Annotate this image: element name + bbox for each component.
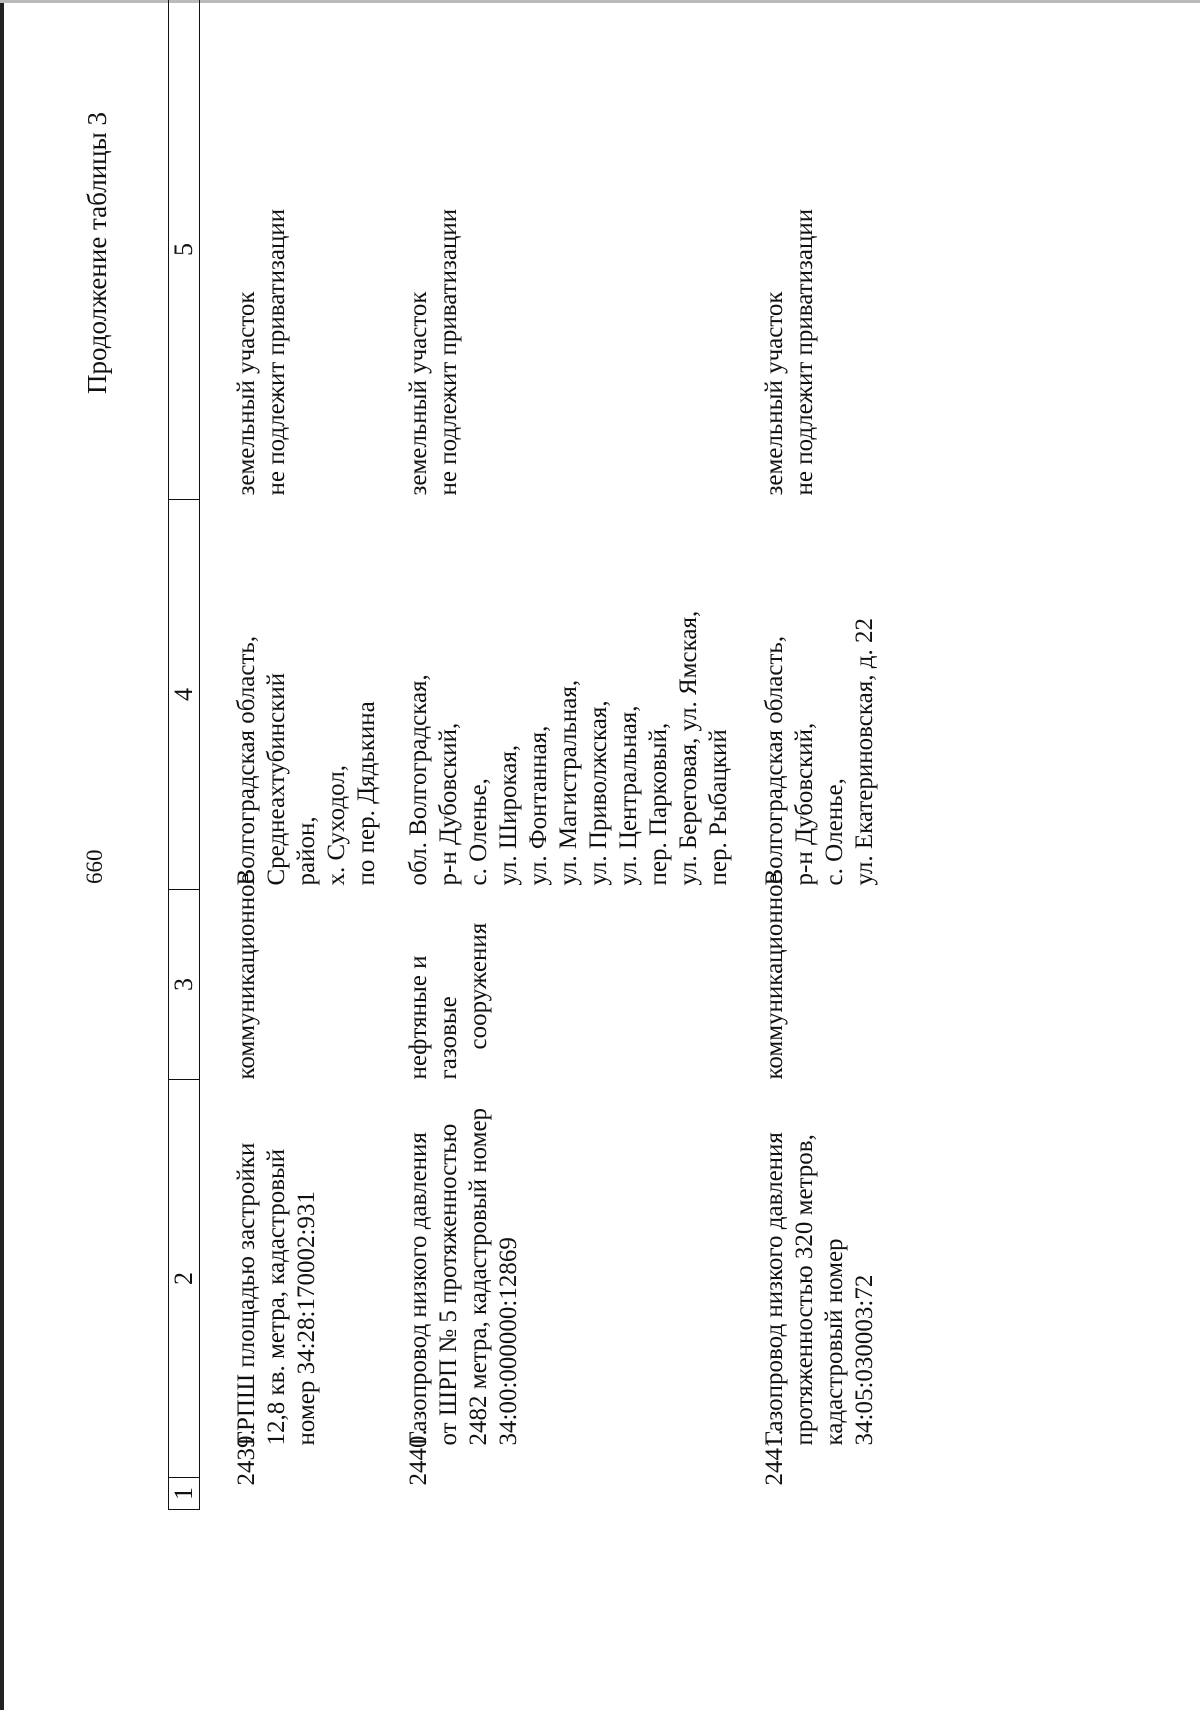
table-row xyxy=(734,0,880,1510)
object-note: земельный участок не подлежит приватизации xyxy=(405,208,462,496)
object-description: Газопровод низкого давления протяженностью 320 метров, кадастровый номер 34:05:030003:72 xyxy=(761,1132,878,1446)
object-address: обл. Волгоградская, р-н Дубовский, с. Оленье, ул. Широкая, ул. Фонтанная, ул. Магистральная, ул. Приволжская, ул. Центральная, пер. Парковый, ул. Береговая, ул. Ямская, пер. Рыбацкий xyxy=(405,610,732,886)
header-row xyxy=(169,0,200,1510)
object-type-text: нефтяные и газовые xyxy=(405,955,462,1080)
table-continuation-label: Продолжение таблицы 3 xyxy=(82,112,112,394)
object-type-extra: сооружения xyxy=(465,922,492,1050)
column-header: 2 xyxy=(169,1080,200,1478)
row-number: 2439. xyxy=(233,1429,260,1486)
object-description: ГРПШ площадью застройки 12,8 кв. метра, кадастровый номер 34:28:170002:931 xyxy=(233,1142,320,1446)
object-type xyxy=(200,872,383,1080)
object-note: земельный участок не подлежит приватизации xyxy=(233,208,290,496)
object-address: Волгоградская область, Среднеахтубинский район, х. Суходол, по пер. Дядькина xyxy=(233,635,380,886)
row-number: 2441. xyxy=(761,1429,788,1486)
column-header: 4 xyxy=(169,500,200,890)
object-description: Газопровод низкого давления от ШРП № 5 протяженностью 2482 метра, кадастровый номер 34:00:000000:12869 xyxy=(405,1107,522,1446)
page-number: 660 xyxy=(82,849,107,884)
column-header: 5 xyxy=(169,0,200,500)
object-note: земельный участок не подлежит приватизации xyxy=(761,208,818,496)
property-table xyxy=(168,0,880,1510)
object-type-text: коммуникационное xyxy=(233,872,260,1080)
object-type xyxy=(382,890,734,1080)
row-number: 2440. xyxy=(405,1429,432,1486)
object-type xyxy=(734,872,880,1080)
object-type-text: коммуникационное xyxy=(761,872,788,1080)
table-row xyxy=(200,0,383,1510)
column-header: 1 xyxy=(169,1478,200,1510)
table-row xyxy=(382,0,734,1510)
column-header: 3 xyxy=(169,890,200,1080)
object-address: Волгоградская область, р-н Дубовский, с. Оленье, ул. Екатериновская, д. 22 xyxy=(761,618,878,886)
